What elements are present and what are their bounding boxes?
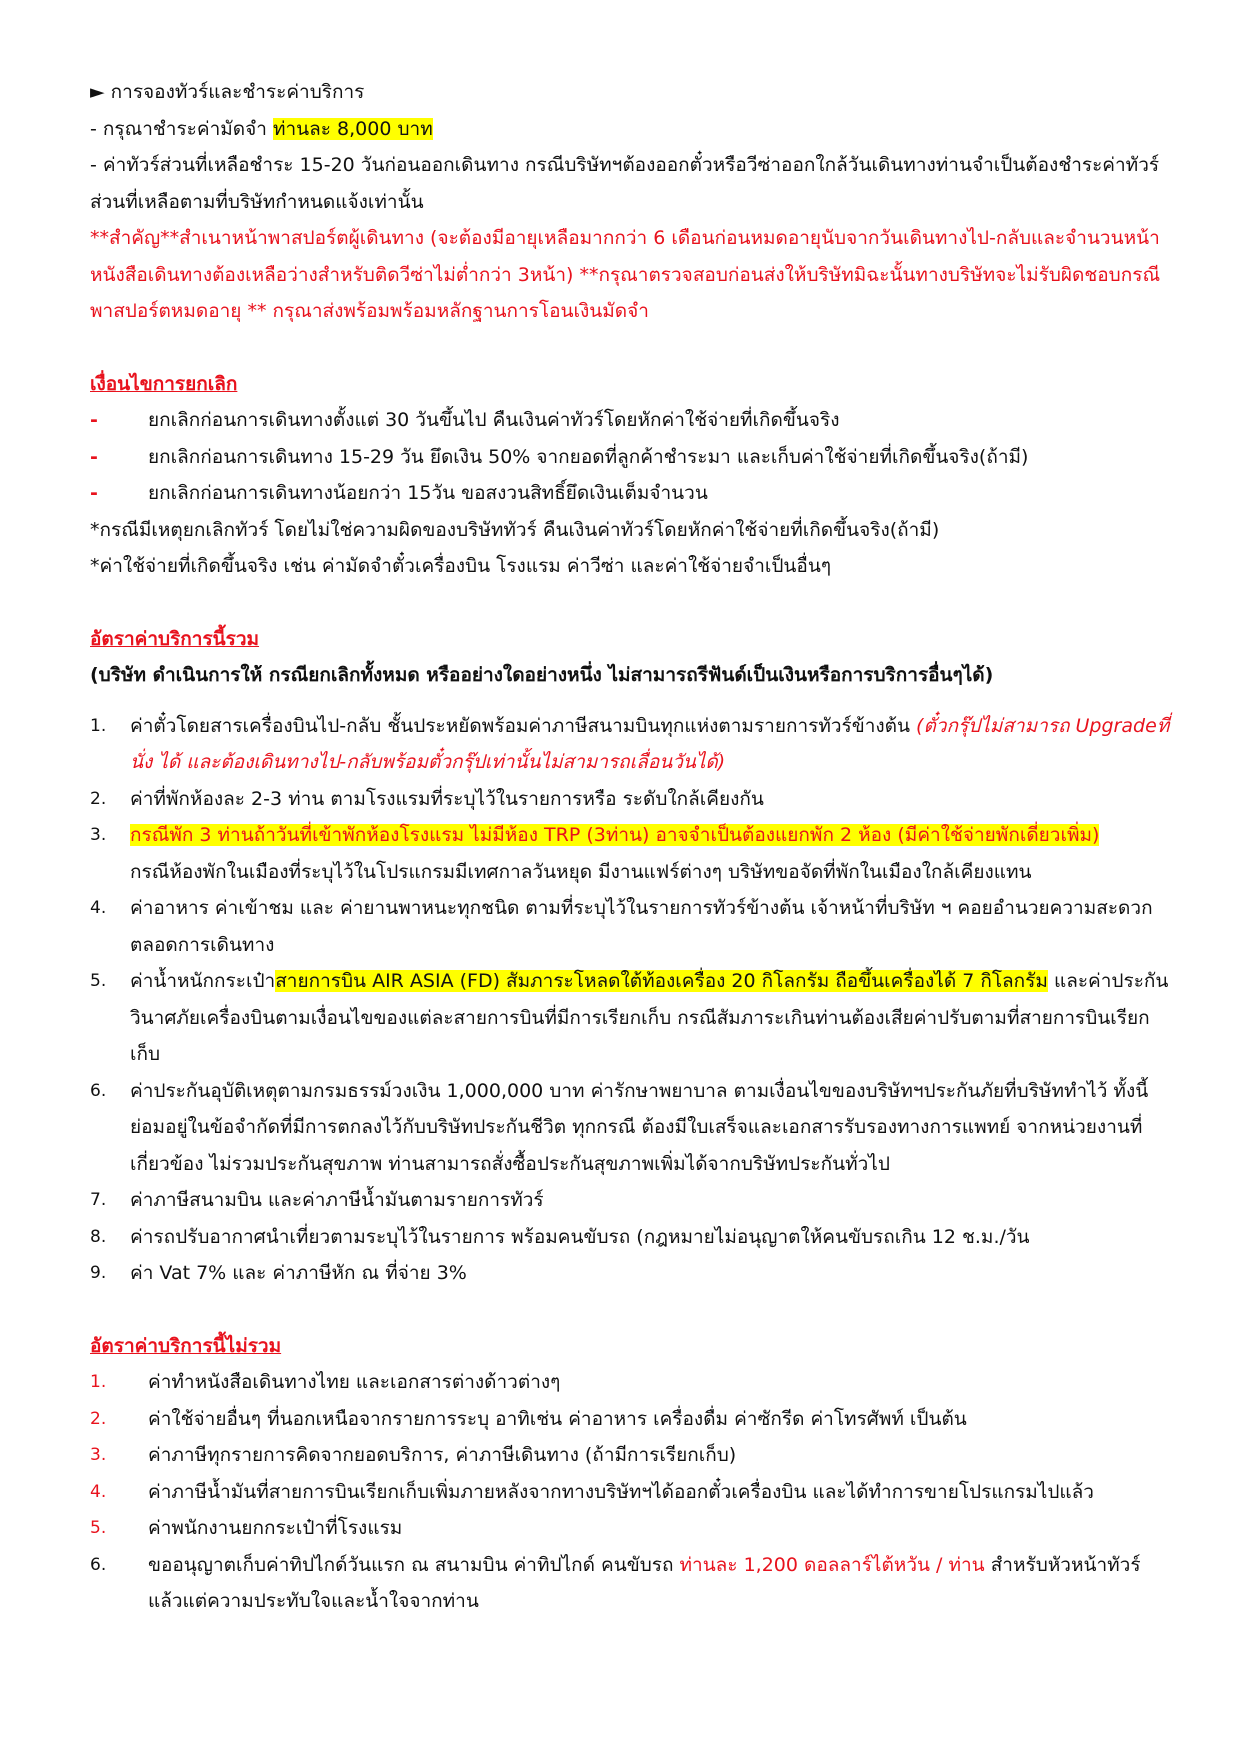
spacer bbox=[90, 694, 1170, 708]
item-text-main: สำหรับหัวหน้าทัวร์แล้วแต่ความประทับใจและน้ำใจจากท่าน bbox=[148, 1553, 1141, 1612]
item-text: ค่าอาหาร ค่าเข้าชม และ ค่ายานพาหนะทุกชนิด ตามที่ระบุไว้ในรายการทัวร์ข้างต้น เจ้าหน้าที่บริษัท ฯ คอยอำนวยความสะดวกตลอดการเดินทาง bbox=[130, 897, 1153, 956]
item-text-highlight: สายการบิน AIR ASIA (FD) สัมภาระโหลดใต้ท้องเครื่อง 20 กิโลกรัม ถือขึ้นเครื่องได้ 7 กิโลกรัม bbox=[275, 970, 1048, 992]
included-item bbox=[90, 963, 1170, 1073]
cancel-item bbox=[90, 475, 1170, 512]
item-text-main: กรณีห้องพักในเมืองที่ระบุไว้ในโปรแกรมมีเทศกาลวันหยุด มีงานแฟร์ต่างๆ บริษัทขอจัดที่พักในเมืองใกล้เคียงแทน bbox=[130, 860, 1032, 883]
item-text bbox=[130, 817, 1170, 890]
excluded-item bbox=[90, 1364, 1170, 1401]
item-text-main: ค่าตั๋วโดยสารเครื่องบินไป-กลับ ชั้นประหยัดพร้อมค่าภาษีสนามบินทุกแห่งตามรายการทัวร์ข้างต้น bbox=[130, 714, 917, 737]
item-number: 6. bbox=[90, 1554, 107, 1575]
item-text-main: และค่าประกันวินาศภัยเครื่องบินตามเงื่อนไขของแต่ละสายการบินที่มีการเรียกเก็บ กรณีสัมภาระเกินท่านต้องเสียค่าปรับตามที่สายการบินเรียกเก็บ bbox=[130, 970, 1169, 1065]
item-text-highlight: กรณีพัก 3 ท่านถ้าวันที่เข้าพักห้องโรงแรม ไม่มีห้อง TRP (3ท่าน) อาจจำเป็นต้องแยกพัก 2 ห้อง (มีค่าใช้จ่ายพักเดี่ยวเพิ่ม) bbox=[130, 824, 1100, 846]
item-text: ค่าที่พักห้องละ 2-3 ท่าน ตามโรงแรมที่ระบุไว้ในรายการหรือ ระดับใกล้เคียงกัน bbox=[130, 787, 764, 810]
spacer bbox=[90, 585, 1170, 621]
cancel-item bbox=[90, 402, 1170, 439]
cancel-heading: เงื่อนไขการยกเลิก bbox=[90, 372, 238, 395]
item-number: 3. bbox=[90, 1445, 107, 1465]
item-text-red: ท่านละ 1,200 ดอลลาร์ไต้หวัน / ท่าน bbox=[679, 1553, 985, 1576]
item-text bbox=[130, 708, 1170, 781]
item-text-main: ขออนุญาตเก็บค่าทิปไกด์วันแรก ณ สนามบิน ค่าทิปไกด์ คนขับรถ bbox=[148, 1553, 680, 1576]
item-number: 2. bbox=[90, 1408, 107, 1429]
item-text: ค่ารถปรับอากาศนำเที่ยวตามระบุไว้ในรายการ พร้อมคนขับรถ (กฎหมายไม่อนุญาตให้คนขับรถเกิน 12 ช.ม./วัน bbox=[130, 1225, 1030, 1248]
item-number: 6. bbox=[90, 1080, 107, 1101]
excluded-item bbox=[90, 1510, 1170, 1547]
deposit-prefix: - กรุณาชำระค่ามัดจำ bbox=[90, 117, 273, 140]
item-text: ค่าใช้จ่ายอื่นๆ ที่นอกเหนือจากรายการระบุ อาทิเช่น ค่าอาหาร เครื่องดื่ม ค่าซักรีด ค่าโทรศัพท์ เป็นต้น bbox=[148, 1407, 967, 1430]
item-number: 7. bbox=[90, 1190, 107, 1210]
item-number: 2. bbox=[90, 788, 107, 809]
document-page bbox=[90, 74, 1170, 1620]
item-number: 1. bbox=[90, 715, 107, 736]
item-text-red: (ตั๋วกรุ๊ปไม่สามารถ Upgradeที่นั่ง ได้ และต้องเดินทางไป-กลับพร้อมตั๋วกรุ๊ปเท่านั้นไม่สามารถเลื่อนวันได้) bbox=[130, 714, 1170, 773]
included-heading: อัตราค่าบริการนี้รวม bbox=[90, 627, 260, 650]
item-text: ค่า Vat 7% และ ค่าภาษีหัก ณ ที่จ่าย 3% bbox=[130, 1262, 467, 1284]
included-item bbox=[90, 1255, 1170, 1292]
item-number: 4. bbox=[90, 1481, 107, 1502]
included-item bbox=[90, 1219, 1170, 1256]
spacer bbox=[90, 330, 1170, 366]
spacer bbox=[90, 1292, 1170, 1328]
balance-payment-text: - ค่าทัวร์ส่วนที่เหลือชำระ 15-20 วันก่อนออกเดินทาง กรณีบริษัทฯต้องออกตั๋วหรือวีซ่าออกใกล้วันเดินทางท่านจำเป็นต้องชำระค่าทัวร์ส่วนที่เหลือตามที่บริษัทกำหนดแจ้งเท่านั้น bbox=[90, 154, 1160, 213]
item-number: 5. bbox=[90, 1518, 107, 1538]
item-number: 1. bbox=[90, 1372, 107, 1392]
passport-important-note: **สำคัญ**สำเนาหน้าพาสปอร์ตผู้เดินทาง (จะต้องมีอายุเหลือมากกว่า 6 เดือนก่อนหมดอายุนับจากวันเดินทางไป-กลับและจำนวนหน้าหนังสือเดินทางต้องเหลือว่างสำหรับติดวีซ่าไม่ต่ำกว่า 3หน้า) **กรุณาตรวจสอบก่อนส่งให้บริษัทมิฉะนั้นทางบริษัทจะไม่รับผิดชอบกรณีพาสปอร์ตหมดอายุ ** กรุณาส่งพร้อมพร้อมหลักฐานการโอนเงินมัดจำ bbox=[90, 227, 1161, 322]
included-item bbox=[90, 1073, 1170, 1183]
included-item bbox=[90, 817, 1170, 890]
cancel-note: *กรณีมีเหตุยกเลิกทัวร์ โดยไม่ใช่ความผิดของบริษัททัวร์ คืนเงินค่าทัวร์โดยหักค่าใช้จ่ายที่เกิดขึ้นจริง(ถ้ามี) bbox=[90, 518, 940, 541]
item-number: 8. bbox=[90, 1226, 107, 1247]
item-number: 9. bbox=[90, 1263, 107, 1283]
item-text: ค่าประกันอุบัติเหตุตามกรมธรรม์วงเงิน 1,000,000 บาท ค่ารักษาพยาบาล ตามเงื่อนไขของบริษัทฯประกันภัยที่บริษัททำไว้ ทั้งนี้ย่อมอยู่ในข้อจำกัดที่มีการตกลงไว้กับบริษัทประกันชีวิต ทุกกรณี ต้องมีใบเสร็จและเอกสารรับรองทางการแพทย์ จากหน่วยงานที่เกี่ยวข้อง ไม่รวมประกันสุขภาพ ท่านสามารถสั่งซื้อประกันสุขภาพเพิ่มได้จากบริษัทประกันทั่วไป bbox=[130, 1079, 1149, 1175]
excluded-item bbox=[90, 1547, 1170, 1620]
item-number: 5. bbox=[90, 971, 107, 991]
cancel-note: *ค่าใช้จ่ายที่เกิดขึ้นจริง เช่น ค่ามัดจำตั๋วเครื่องบิน โรงแรม ค่าวีซ่า และค่าใช้จ่ายจำเป็นอื่นๆ bbox=[90, 555, 832, 577]
item-number: 4. bbox=[90, 898, 107, 918]
dash-bullet: - bbox=[90, 409, 98, 431]
item-text: ค่าภาษีน้ำมันที่สายการบินเรียกเก็บเพิ่มภายหลังจากทางบริษัทฯได้ออกตั๋วเครื่องบิน และได้ทำการขายโปรแกรมไปแล้ว bbox=[148, 1480, 1094, 1503]
excluded-heading: อัตราค่าบริการนี้ไม่รวม bbox=[90, 1334, 282, 1357]
item-text-main: ค่าน้ำหนักกระเป๋า bbox=[130, 970, 276, 992]
cancel-item-text: ยกเลิกก่อนการเดินทางน้อยกว่า 15วัน ขอสงวนสิทธิ์ยึดเงินเต็มจำนวน bbox=[148, 482, 708, 504]
cancel-item-text: ยกเลิกก่อนการเดินทางตั้งแต่ 30 วันขึ้นไป คืนเงินค่าทัวร์โดยหักค่าใช้จ่ายที่เกิดขึ้นจริง bbox=[148, 409, 840, 431]
excluded-item bbox=[90, 1437, 1170, 1474]
included-item bbox=[90, 890, 1170, 963]
item-text: ค่าภาษีทุกรายการคิดจากยอดบริการ, ค่าภาษีเดินทาง (ถ้ามีการเรียกเก็บ) bbox=[148, 1444, 737, 1466]
item-text bbox=[130, 963, 1170, 1073]
included-item bbox=[90, 781, 1170, 818]
item-text: ค่าภาษีสนามบิน และค่าภาษีน้ำมันตามรายการทัวร์ bbox=[130, 1189, 544, 1211]
item-text: ค่าทำหนังสือเดินทางไทย และเอกสารต่างด้าวต่างๆ bbox=[148, 1371, 561, 1393]
deposit-amount: ท่านละ 8,000 บาท bbox=[272, 117, 433, 140]
item-text bbox=[148, 1547, 1170, 1620]
excluded-item bbox=[90, 1401, 1170, 1438]
item-text: ค่าพนักงานยกกระเป๋าที่โรงแรม bbox=[148, 1517, 403, 1539]
excluded-item bbox=[90, 1474, 1170, 1511]
dash-bullet: - bbox=[90, 482, 98, 504]
dash-bullet: - bbox=[90, 445, 98, 468]
item-number: 3. bbox=[90, 825, 107, 845]
cancel-item bbox=[90, 439, 1170, 476]
cancel-item-text: ยกเลิกก่อนการเดินทาง 15-29 วัน ยึดเงิน 50% จากยอดที่ลูกค้าชำระมา และเก็บค่าใช้จ่ายที่เกิดขึ้นจริง(ถ้ามี) bbox=[148, 445, 1029, 468]
included-item bbox=[90, 708, 1170, 781]
included-item bbox=[90, 1182, 1170, 1219]
included-subheading: (บริษัท ดำเนินการให้ กรณียกเลิกทั้งหมด หรืออย่างใดอย่างหนึ่ง ไม่สามารถรีฟันด์เป็นเงินหรือการบริการอื่นๆได้) bbox=[90, 664, 994, 686]
booking-heading: ► การจองทัวร์และชำระค่าบริการ bbox=[90, 81, 365, 103]
deposit-line bbox=[90, 111, 1170, 148]
